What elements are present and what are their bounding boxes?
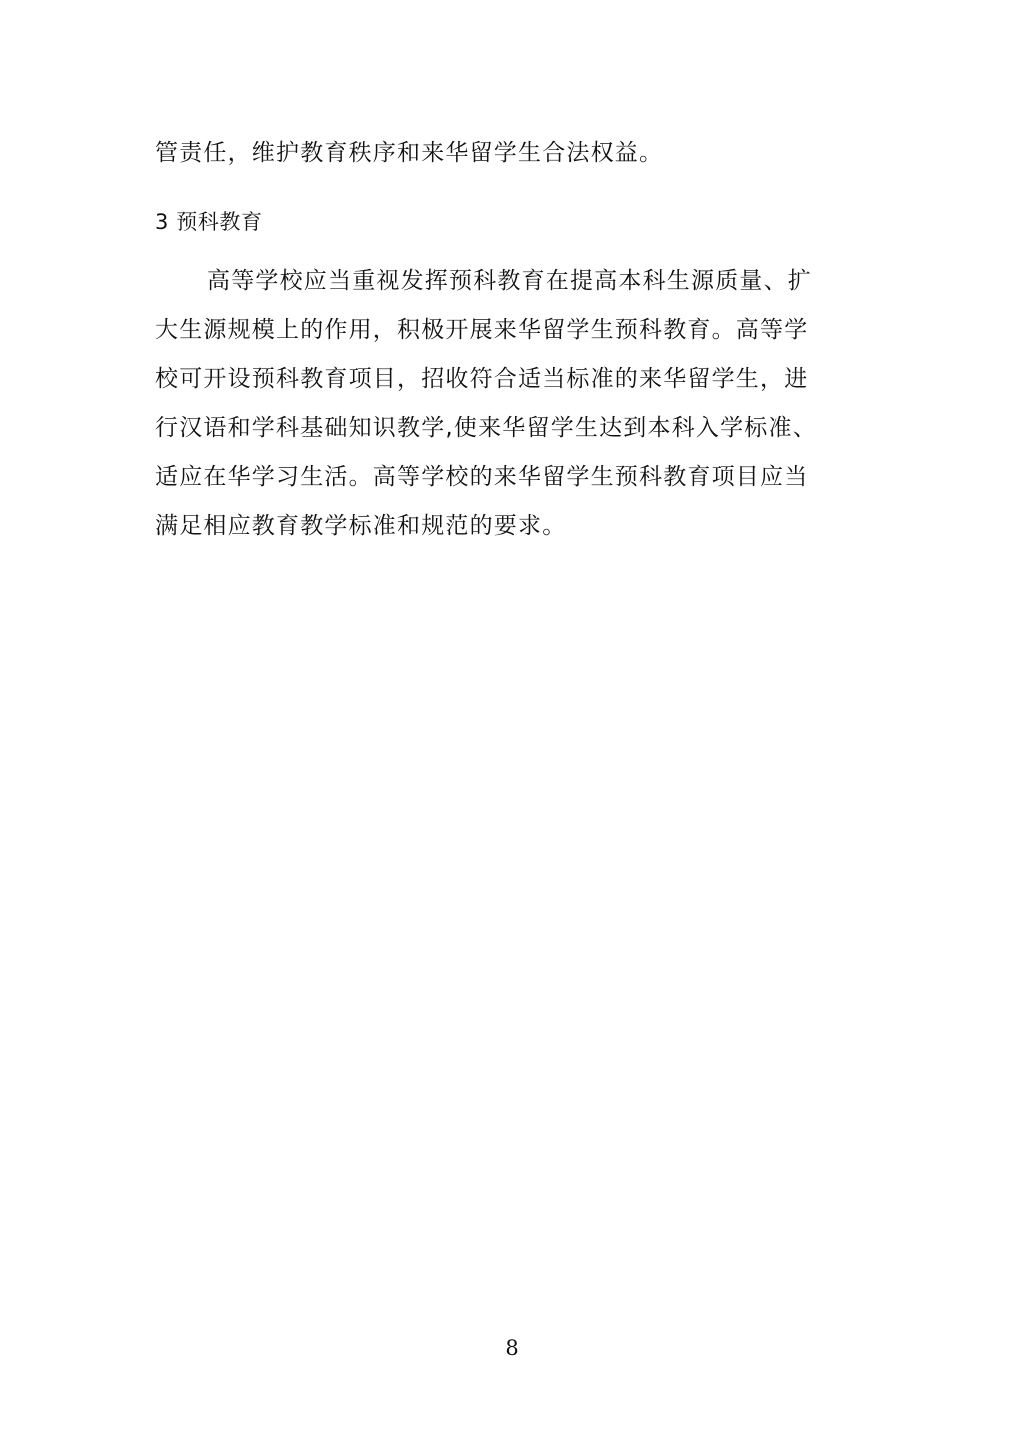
paragraph-line: 适应在华学习生活。高等学校的来华留学生预科教育项目应当 (155, 464, 809, 490)
section-heading: 3 预科教育 (155, 210, 263, 234)
paragraph-line: 行汉语和学科基础知识教学,使来华留学生达到本科入学标准、 (155, 415, 817, 441)
paragraph-line: 大生源规模上的作用，积极开展来华留学生预科教育。高等学 (155, 317, 809, 343)
paragraph-line: 校可开设预科教育项目，招收符合适当标准的来华留学生，进 (155, 366, 809, 392)
continuation-line: 管责任，维护教育秩序和来华留学生合法权益。 (155, 140, 664, 166)
page-number: 8 (505, 1336, 519, 1360)
paragraph-line: 高等学校应当重视发挥预科教育在提高本科生源质量、扩 (207, 268, 812, 294)
paragraph-line: 满足相应教育教学标准和规范的要求。 (155, 513, 567, 539)
